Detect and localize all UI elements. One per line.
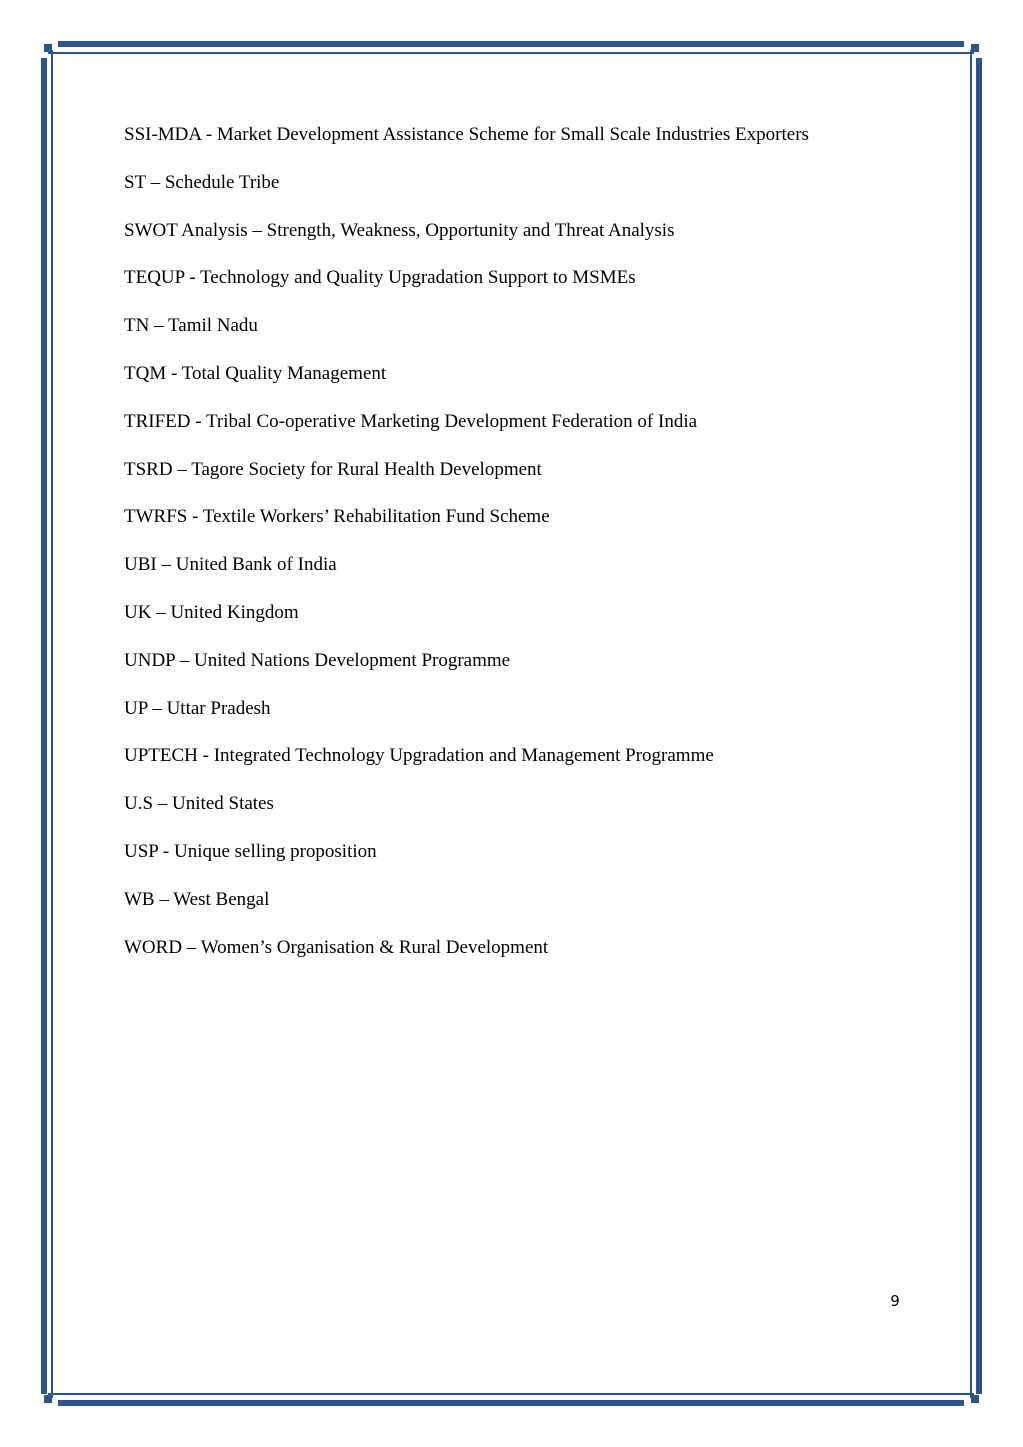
page-border-left-inner xyxy=(51,50,53,1398)
abbreviation-entry: USP - Unique selling proposition xyxy=(124,840,377,862)
abbreviation-entry: ST – Schedule Tribe xyxy=(124,171,280,193)
page-border-corner xyxy=(971,44,979,52)
abbreviation-entry: U.S – United States xyxy=(124,793,274,815)
abbreviation-entry: TSRD – Tagore Society for Rural Health Development xyxy=(124,458,542,480)
page-border-left xyxy=(41,58,47,1394)
abbreviation-entry: UK – United Kingdom xyxy=(124,601,299,623)
abbreviation-entry: UPTECH - Integrated Technology Upgradation and Management Programme xyxy=(124,745,714,767)
abbreviation-entry: UNDP – United Nations Development Programme xyxy=(124,649,511,671)
abbreviation-entry: TN – Tamil Nadu xyxy=(124,315,258,337)
abbreviation-list xyxy=(124,121,924,981)
page-border-bottom xyxy=(58,1400,964,1406)
page-border-corner xyxy=(44,1395,52,1403)
page-border-top-inner xyxy=(48,52,974,54)
page-border-top xyxy=(58,41,964,47)
abbreviation-entry: UP – Uttar Pradesh xyxy=(124,697,271,719)
abbreviation-entry: SSI-MDA - Market Development Assistance Scheme for Small Scale Industries Exporters xyxy=(124,124,809,145)
page-border-right-inner xyxy=(970,50,972,1398)
abbreviation-entry: TQM - Total Quality Management xyxy=(124,362,387,384)
abbreviation-entry: SWOT Analysis – Strength, Weakness, Opportunity and Threat Analysis xyxy=(124,219,675,241)
page-border-corner xyxy=(44,44,52,52)
abbreviation-entry: WB – West Bengal xyxy=(124,888,270,910)
abbreviation-entry: TEQUP - Technology and Quality Upgradation Support to MSMEs xyxy=(124,267,636,289)
abbreviation-entry: TWRFS - Textile Workers’ Rehabilitation Fund Scheme xyxy=(124,506,550,528)
page-border-right xyxy=(976,58,982,1394)
abbreviation-entry: WORD – Women’s Organisation & Rural Development xyxy=(124,936,549,958)
page-border-corner xyxy=(971,1395,979,1403)
abbreviation-entry: UBI – United Bank of India xyxy=(124,554,337,576)
abbreviation-entry: TRIFED - Tribal Co-operative Marketing Development Federation of India xyxy=(124,410,698,432)
page-border-bottom-inner xyxy=(48,1393,974,1395)
page-number: 9 xyxy=(890,1292,900,1310)
